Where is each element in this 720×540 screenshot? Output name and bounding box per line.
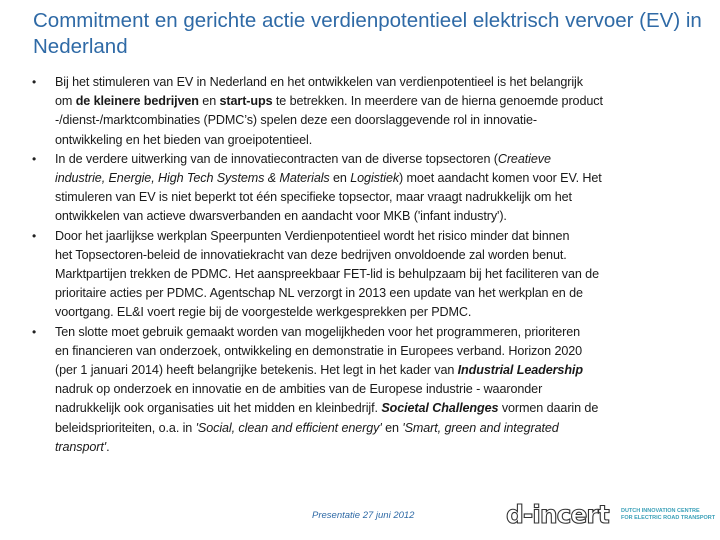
text-line	[55, 284, 720, 303]
text-run: .	[106, 439, 110, 454]
text-line	[55, 188, 720, 207]
text-line	[55, 265, 720, 284]
text-run: prioritaire acties per PDMC. Agentschap NL verzorgt in 2013 een update van het werkplan en de	[55, 286, 583, 301]
text-run: industrie, Energie, High Tech Systems & Materials	[55, 171, 330, 186]
text-run: Logistiek	[350, 171, 400, 186]
text-run: voortgang. EL&I voert regie bij de voorgestelde werkgesprekken per PDMC.	[55, 305, 472, 320]
text-line	[55, 438, 720, 457]
slide-title: Commitment en gerichte actie verdienpotentieel elektrisch vervoer (EV) in Nederland	[33, 9, 702, 58]
bullet-icon: •	[32, 324, 37, 339]
text-line	[55, 169, 720, 188]
text-run: en	[381, 420, 403, 435]
text-run: start-ups	[219, 94, 273, 109]
list-item	[0, 150, 720, 227]
text-line	[55, 227, 720, 246]
text-run: en	[329, 171, 351, 186]
text-line	[55, 342, 720, 361]
bullet-icon: •	[32, 228, 37, 243]
text-run: en	[198, 94, 220, 109]
logo-tagline	[621, 508, 715, 522]
text-run: Societal Challenges	[381, 401, 499, 416]
text-line	[55, 246, 720, 265]
text-line	[55, 131, 720, 150]
text-run: te betrekken. In meerdere van de hierna genoemde product	[272, 94, 603, 109]
logo-tagline-2: FOR ELECTRIC ROAD TRANSPORT	[621, 515, 716, 521]
text-run: In de verdere uitwerking van de innovatiecontracten van de diverse topsectoren (	[55, 151, 498, 166]
text-run: ) moet aandacht komen voor EV. Het	[399, 171, 602, 186]
bullet-icon: •	[32, 75, 37, 89]
text-run: (per 1 januari 2014) heeft belangrijke betekenis. Het legt in het kader van	[55, 363, 458, 378]
text-line	[55, 303, 720, 322]
text-line	[55, 73, 720, 92]
list-item	[0, 227, 720, 323]
text-line	[55, 92, 720, 111]
text-run: nadruk op onderzoek en innovatie en de ambities van de Europese industrie - waaronder	[55, 382, 543, 397]
text-run: de kleinere bedrijven	[75, 94, 199, 109]
text-run: stimuleren van EV is niet beperkt tot één specifieke topsector, maar vraagt nadrukkelijk om het	[55, 190, 572, 205]
footer-date: Presentatie 27 juni 2012	[312, 510, 415, 521]
text-run: Marktpartijen trekken de PDMC. Het aanspreekbaar FET-lid is behulpzaam bij het faciliteren van de	[55, 267, 599, 282]
text-run: Creatieve	[497, 151, 551, 166]
logo-tagline-1: DUTCH INNOVATION CENTRE	[621, 508, 700, 514]
text-line	[55, 361, 720, 380]
text-line	[55, 419, 720, 438]
text-line	[55, 111, 720, 130]
text-line	[55, 323, 720, 342]
text-run: beleidsprioriteiten, o.a. in	[55, 420, 196, 435]
text-run: ontwikkelen van actieve dwarsverbanden en aandacht voor MKB ('infant industry').	[55, 209, 507, 224]
text-line	[55, 399, 720, 418]
text-run: 'Smart, green and integrated	[402, 420, 559, 435]
text-run: vormen daarin de	[498, 401, 599, 416]
bullet-list	[0, 73, 720, 457]
text-run: ontwikkeling en het bieden van groeipotentieel.	[55, 132, 313, 147]
text-run: transport'	[55, 439, 107, 454]
text-run: -/dienst-/marktcombinaties (PDMC’s) spelen deze een doorslaggevende rol in innovatie-	[55, 113, 537, 128]
text-run: Door het jaarlijkse werkplan Speerpunten Verdienpotentieel wordt het risico minder dat binnen	[55, 228, 570, 243]
text-run: Bij het stimuleren van EV in Nederland en het ontwikkelen van verdienpotentieel is het belangrijk	[55, 75, 583, 89]
text-run: Industrial Leadership	[457, 363, 583, 378]
text-run: om	[55, 94, 76, 109]
text-line	[55, 207, 720, 226]
bullet-icon: •	[32, 151, 37, 166]
text-run: nadrukkelijk ook organisaties uit het midden en kleinbedrijf.	[55, 401, 382, 416]
text-run: en financieren van onderzoek, ontwikkeling en demonstratie in Europees verband. Horizon 2020	[55, 343, 583, 358]
text-run: het Topsectoren-beleid de innovatiekracht van deze bedrijven onvoldoende zal worden benut.	[55, 247, 567, 262]
list-item	[0, 73, 720, 150]
text-line	[55, 150, 720, 169]
d-incert-logo: d-incert	[506, 500, 609, 529]
text-run: 'Social, clean and efficient energy'	[195, 420, 382, 435]
text-run: Ten slotte moet gebruik gemaakt worden van mogelijkheden voor het programmeren, prioriteren	[55, 324, 581, 339]
text-line	[55, 380, 720, 399]
list-item	[0, 323, 720, 457]
